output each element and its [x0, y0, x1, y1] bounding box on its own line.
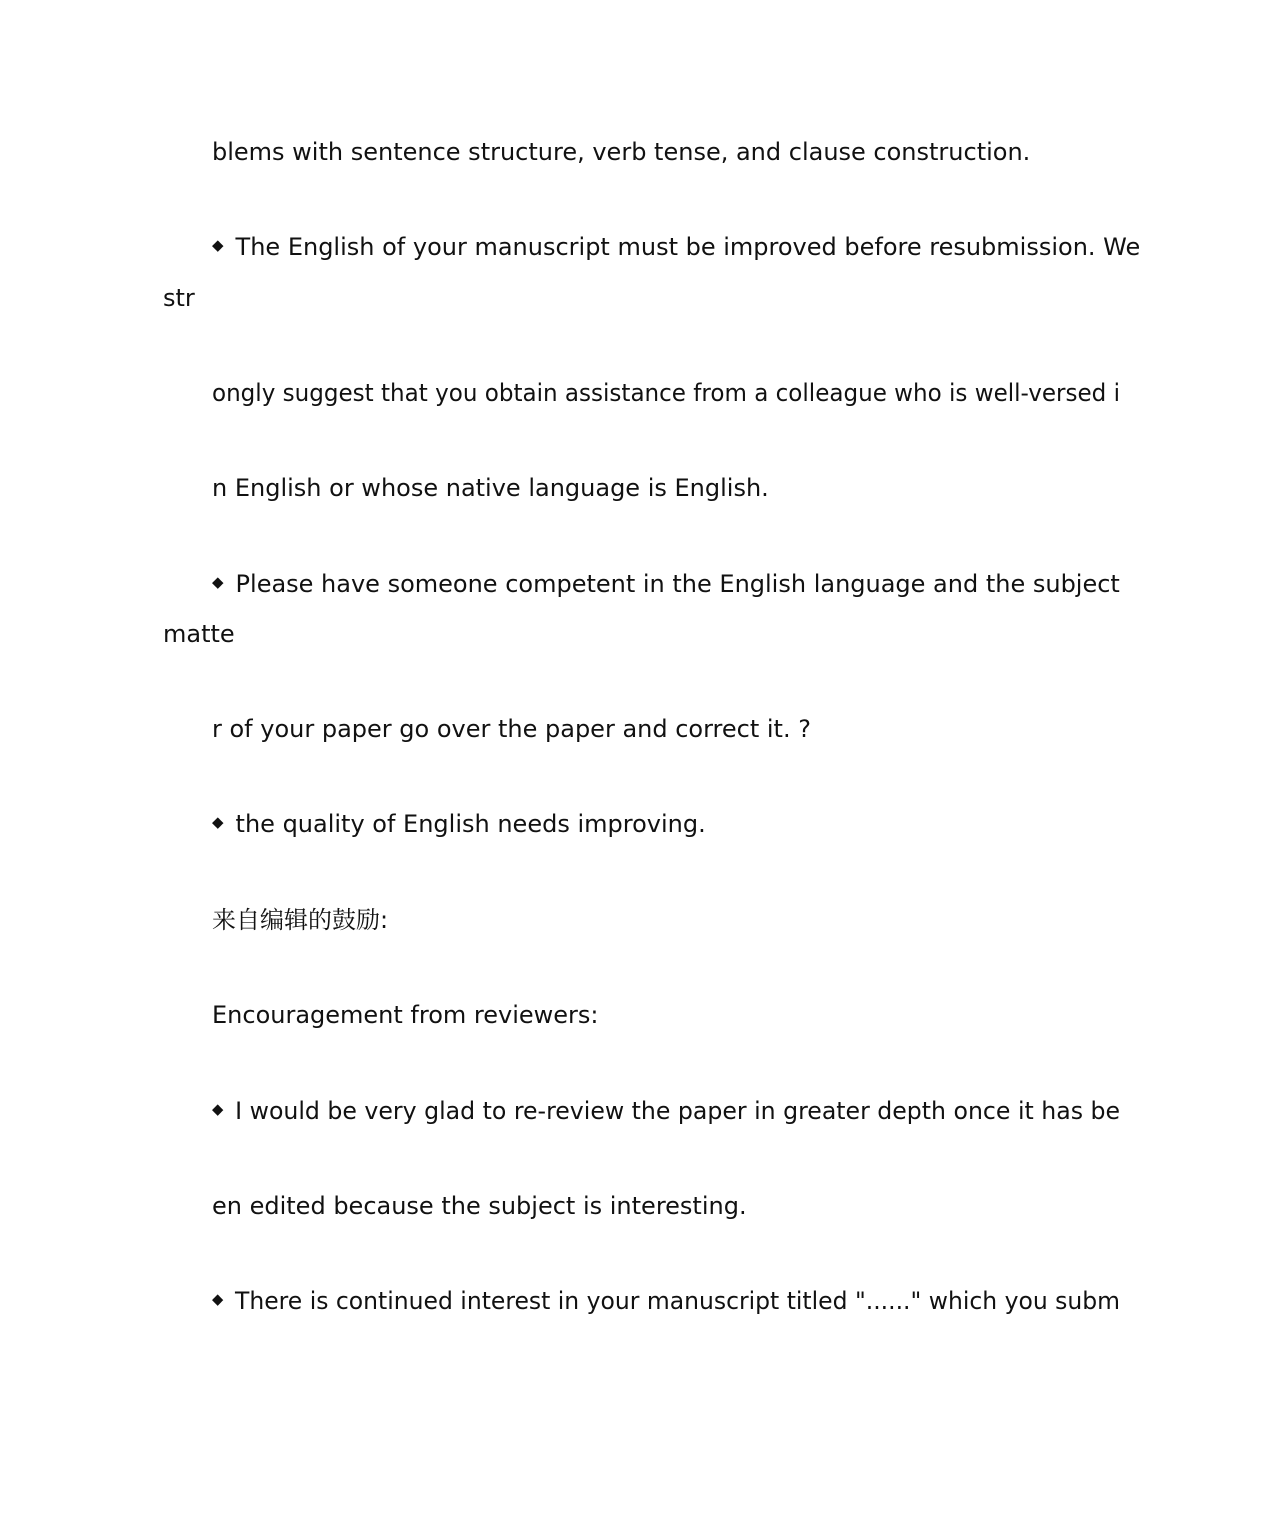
- section-heading: Encouragement from reviewers:: [212, 1001, 599, 1029]
- section-heading-chinese: 来自编辑的鼓励:: [212, 906, 389, 934]
- bullet-diamond-icon: ◆: [212, 573, 224, 591]
- text-line: en edited because the subject is interesting.: [212, 1192, 747, 1220]
- bullet-text: There is continued interest in your manuscript titled "......" which you subm: [235, 1287, 1121, 1315]
- bullet-item: [212, 232, 1141, 263]
- bullet-text: the quality of English needs improving.: [235, 810, 706, 838]
- bullet-item: [212, 569, 1120, 600]
- text-line: n English or whose native language is English.: [212, 474, 769, 502]
- bullet-item: [212, 809, 706, 840]
- bullet-item: [212, 1286, 1120, 1317]
- text-line: ongly suggest that you obtain assistance from a colleague who is well-versed i: [212, 379, 1121, 407]
- bullet-diamond-icon: ◆: [212, 813, 224, 831]
- text-line: blems with sentence structure, verb tense, and clause construction.: [212, 138, 1031, 166]
- bullet-text: The English of your manuscript must be improved before resubmission. We: [235, 233, 1141, 261]
- text-line: r of your paper go over the paper and correct it. ?: [212, 715, 811, 743]
- bullet-text: Please have someone competent in the English language and the subject: [235, 570, 1120, 598]
- text-line: matte: [163, 620, 235, 648]
- bullet-diamond-icon: ◆: [212, 1100, 224, 1118]
- bullet-diamond-icon: ◆: [212, 1290, 224, 1308]
- bullet-text: I would be very glad to re-review the paper in greater depth once it has be: [235, 1097, 1121, 1125]
- bullet-diamond-icon: ◆: [212, 236, 224, 254]
- bullet-item: [212, 1096, 1120, 1127]
- text-line: str: [163, 284, 195, 312]
